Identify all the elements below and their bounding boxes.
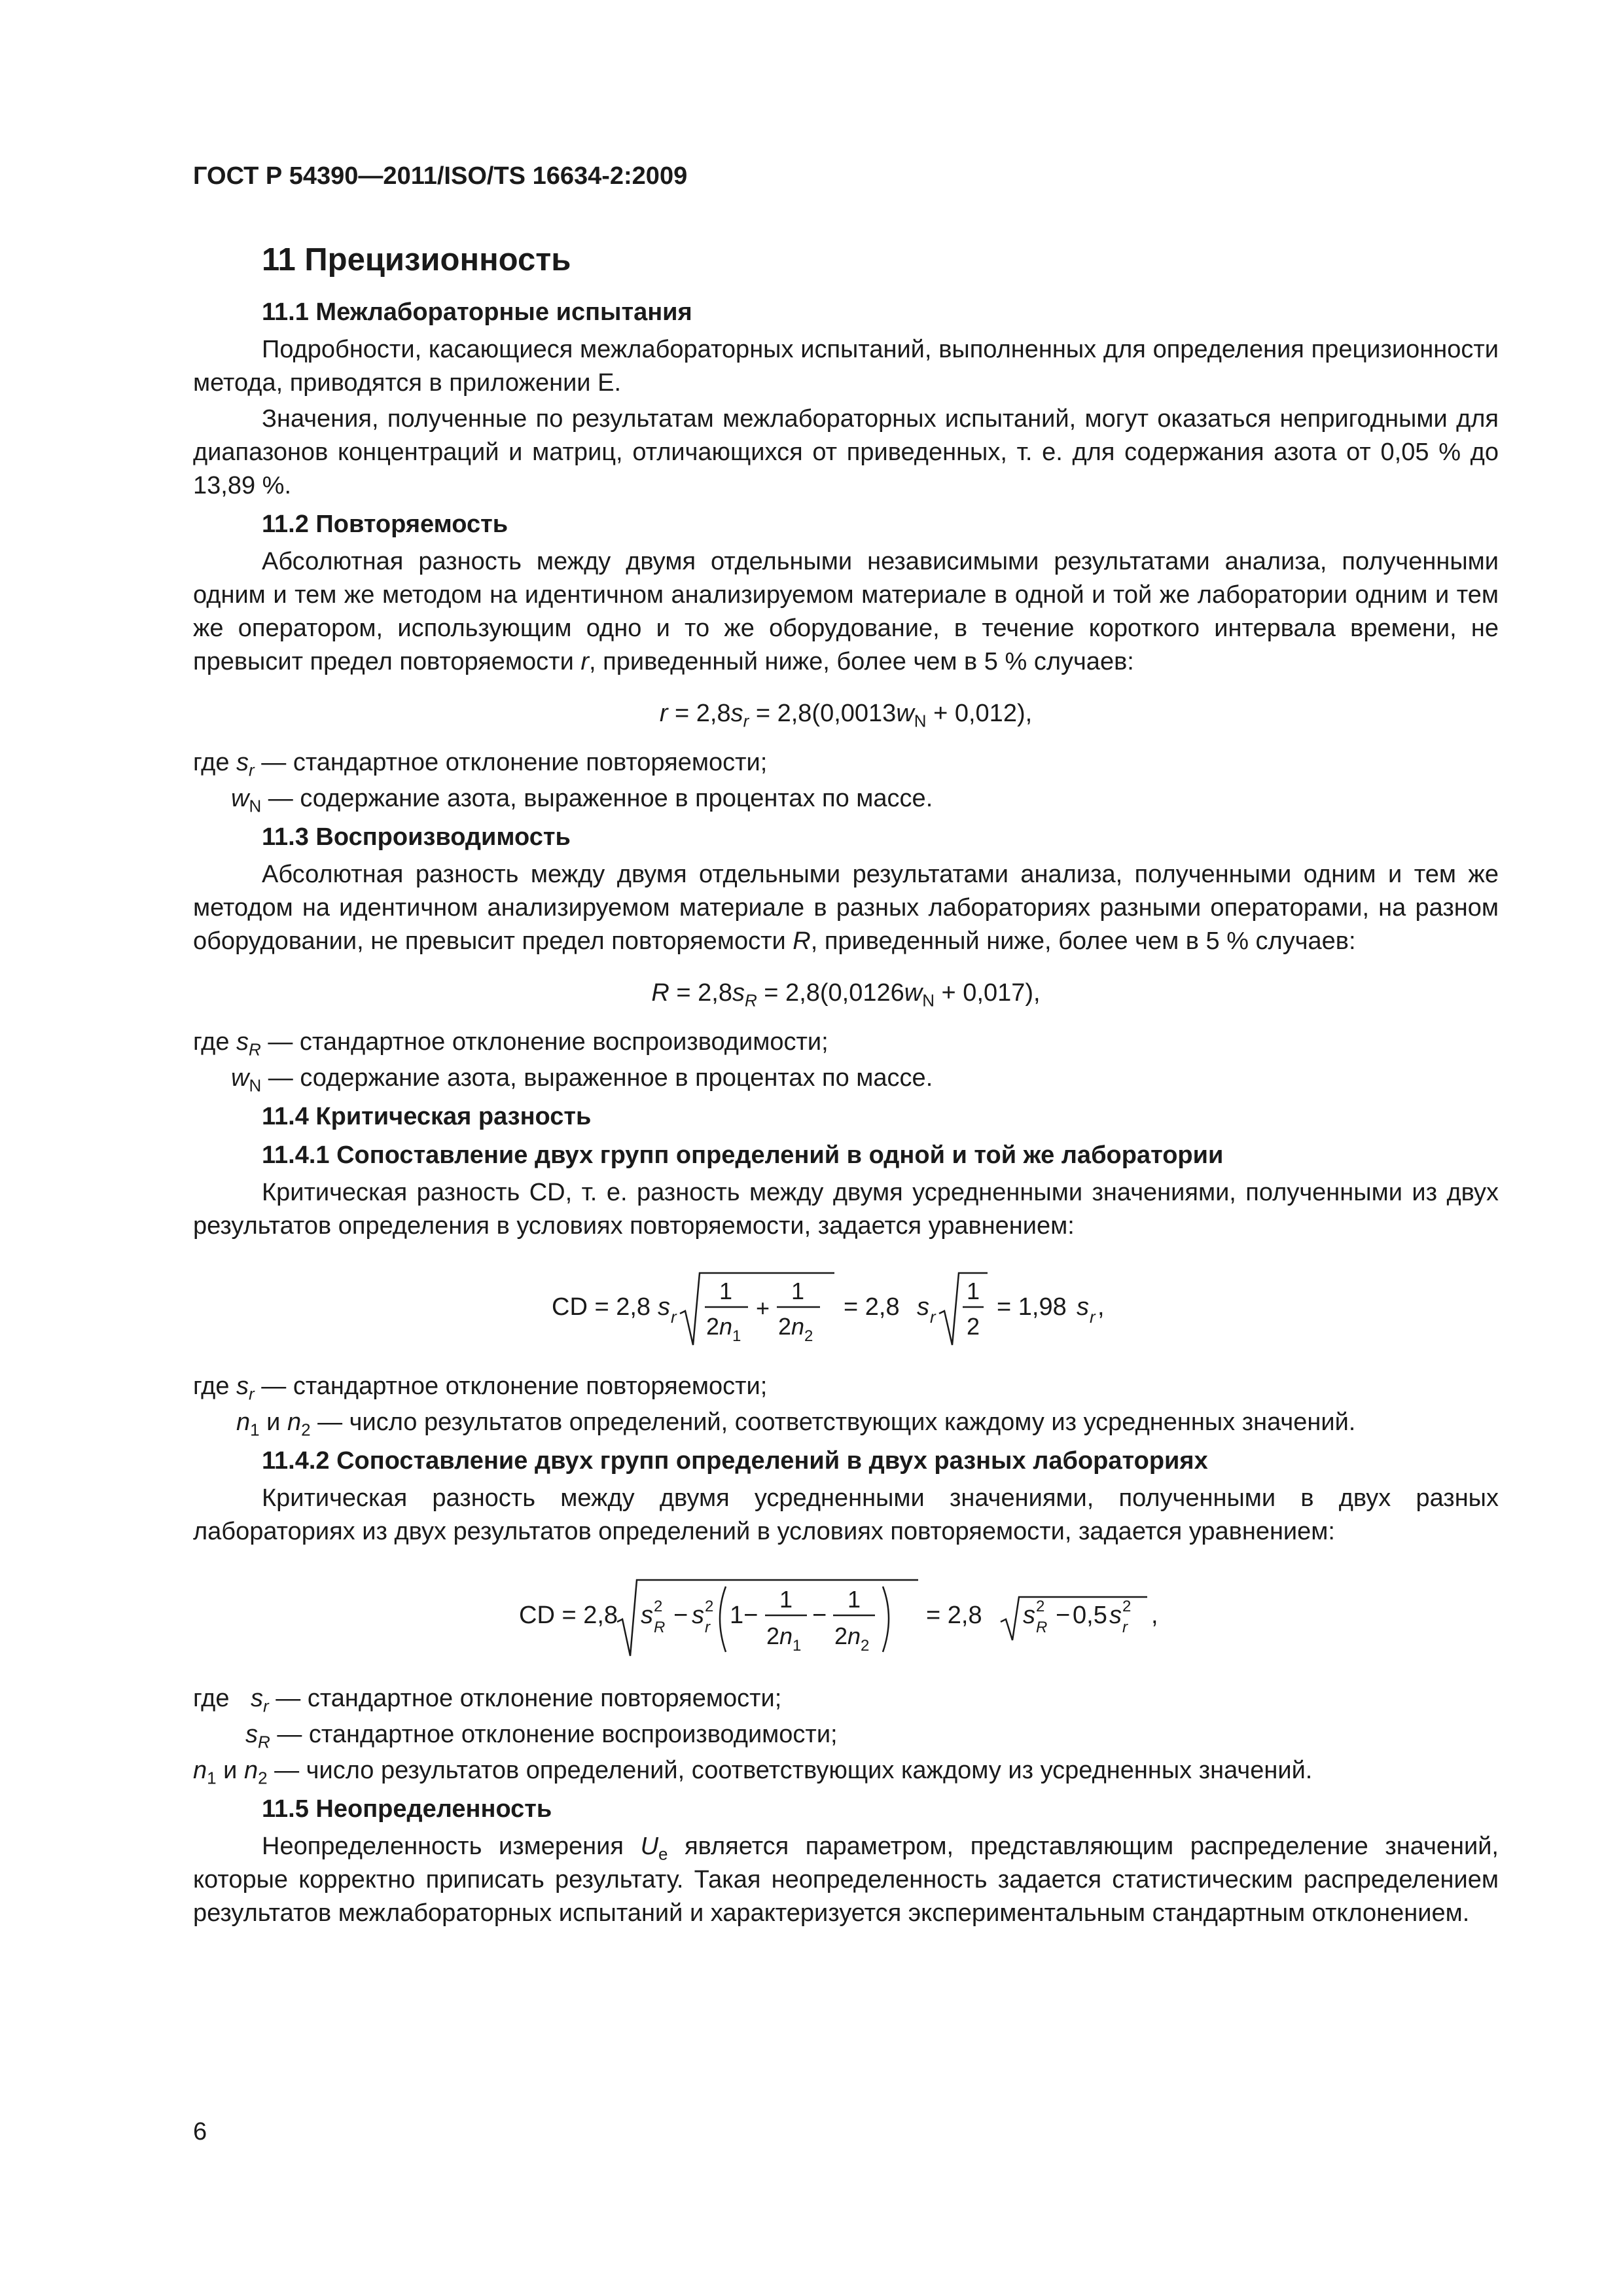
cd2-minus2: − — [812, 1602, 827, 1629]
text-run: Неопределенность измерения — [262, 1833, 641, 1860]
where-item — [193, 1026, 1499, 1059]
formula-symbol: n — [287, 1408, 302, 1436]
cd1-den-n: n — [719, 1313, 732, 1340]
formula-symbol: s — [245, 1721, 258, 1748]
where-item — [193, 1754, 1499, 1787]
formula-subscript: N — [249, 796, 262, 816]
cd2-den-subb: 2 — [860, 1637, 869, 1655]
text-run: где — [193, 1372, 237, 1400]
cd2-comma: , — [1150, 1602, 1158, 1629]
formula-symbol: n — [243, 1757, 259, 1784]
cd2-s3: s — [1022, 1602, 1035, 1629]
formula-subscript: r — [249, 760, 255, 780]
formula-critical-difference-2 — [193, 1571, 1499, 1662]
cd2-one-minus: 1− — [729, 1602, 758, 1629]
cd2-paren-right — [883, 1587, 889, 1652]
text-run: — стандартное отклонение воспроизводимости; — [270, 1721, 838, 1748]
formula-symbol: r — [659, 700, 668, 727]
cd2-sq3: 2 — [1035, 1598, 1044, 1615]
cd1-den-2b: 2 — [777, 1313, 791, 1340]
cd2-minus3: − — [1055, 1602, 1070, 1629]
text-run: — стандартное отклонение воспроизводимости; — [260, 1028, 829, 1056]
formula-symbol: s — [730, 700, 743, 727]
formula-symbol: s — [236, 1372, 249, 1400]
formula-symbol: n — [193, 1757, 207, 1784]
cd2-coef: 0,5 — [1072, 1602, 1107, 1629]
cd2-num-2: 1 — [847, 1586, 861, 1613]
formula-subscript: r — [263, 1696, 269, 1716]
formula-subscript: R — [744, 990, 757, 1011]
cd2-den-2a: 2 — [766, 1623, 779, 1649]
cd2-den-nb: n — [847, 1623, 861, 1649]
formula-symbol: w — [904, 979, 923, 1007]
cd2-R1: R — [653, 1619, 665, 1636]
text-run: — число результатов определений, соответствующих каждому из усредненных значений. — [310, 1408, 1356, 1436]
section-11-4-1-paragraph: Критическая разность CD, т. е. разность между двумя усредненными значениями, полученными из двух результатов определения в условиях повторяемости, задается уравнением: — [193, 1179, 1499, 1240]
section-11-1-title: 11.1 Межлабораторные испытания — [262, 298, 692, 326]
cd2-mid: = 2,8 — [925, 1602, 982, 1629]
cd2-r4: r — [1122, 1619, 1128, 1636]
formula-symbol: s — [732, 979, 745, 1007]
cd1-plus: + — [755, 1295, 770, 1321]
where-item — [193, 1718, 1499, 1751]
text-run: , приведенный ниже, более чем в 5 % случаев: — [589, 648, 1134, 675]
where-list-11-4-1 — [193, 1370, 1499, 1439]
formula-symbol: n — [236, 1408, 251, 1436]
text-run: и — [259, 1408, 287, 1436]
formula-subscript: 2 — [301, 1420, 311, 1440]
formula-subscript: 1 — [250, 1420, 260, 1440]
cd2-num-1: 1 — [779, 1586, 793, 1613]
cd1-lhs: CD = 2,8 — [551, 1293, 651, 1321]
cd2-s4: s — [1109, 1602, 1122, 1629]
cd1-s3: s — [1076, 1293, 1089, 1321]
cd2-r2: r — [704, 1619, 710, 1636]
document-header: ГОСТ Р 54390—2011/ISO/TS 16634-2:2009 — [193, 162, 688, 190]
formula-symbol: s — [251, 1685, 264, 1712]
text-run: — стандартное отклонение повторяемости; — [254, 749, 768, 776]
formula-subscript: 1 — [207, 1768, 217, 1788]
cd2-den-na: n — [779, 1623, 793, 1649]
section-11-2-title: 11.2 Повторяемость — [262, 511, 508, 538]
cd2-s2: s — [691, 1602, 704, 1629]
section-11-2-paragraph — [193, 545, 1499, 679]
cd1-num-1: 1 — [719, 1278, 732, 1304]
text-run: — содержание азота, выраженное в процентах по массе. — [261, 785, 933, 812]
formula-text: = 2,8(0,0126 — [757, 979, 904, 1007]
document-body — [193, 237, 1499, 1930]
formula-symbol: s — [236, 749, 249, 776]
section-11-3-paragraph — [193, 858, 1499, 958]
cd1-num-2: 1 — [791, 1278, 804, 1304]
cd1-r: r — [670, 1307, 677, 1327]
formula-text: = 2,8 — [669, 979, 732, 1007]
section-11-5-paragraph — [193, 1830, 1499, 1930]
formula-symbol: w — [231, 785, 249, 812]
formula-subscript: N — [914, 711, 927, 731]
formula-symbol: s — [236, 1028, 249, 1056]
cd1-den-2: 2 — [705, 1313, 719, 1340]
cd1-half-den: 2 — [966, 1313, 980, 1340]
cd1-den-nb: n — [791, 1313, 804, 1340]
text-run: — стандартное отклонение повторяемости; — [268, 1685, 782, 1712]
text-run: где — [193, 1028, 237, 1056]
section-11-4-title: 11.4 Критическая разность — [262, 1103, 592, 1130]
text-run: — число результатов определений, соответствующих каждому из усредненных значений. — [267, 1757, 1313, 1784]
cd1-mid: = 2,8 — [843, 1293, 900, 1321]
formula-critical-difference-1 — [193, 1265, 1499, 1350]
formula-repeatability-limit — [193, 697, 1499, 730]
cd1-s: s — [657, 1293, 670, 1321]
formula-reproducibility-limit — [193, 977, 1499, 1010]
formula-text: + 0,017), — [935, 979, 1041, 1007]
formula-symbol: w — [231, 1064, 249, 1092]
cd1-r3: r — [1089, 1307, 1096, 1327]
text-run: — содержание азота, выраженное в процентах по массе. — [261, 1064, 933, 1092]
cd1-res: = 1,98 — [996, 1293, 1067, 1321]
text-run: , приведенный ниже, более чем в 5 % случаев: — [810, 927, 1356, 955]
text-run: где — [193, 1685, 237, 1712]
where-list-11-2 — [193, 746, 1499, 816]
section-11-5-title: 11.5 Неопределенность — [262, 1795, 552, 1823]
cd2-sq1: 2 — [653, 1598, 662, 1615]
formula-text: + 0,012), — [926, 700, 1033, 727]
text-run: является параметром, представляющим распределение значений, которые корректно приписать результату. Такая неопределенность задается статистическим распределением результатов межлабораторных испытаний и характеризуется экспериментальным стандартным отклонением. — [193, 1833, 1499, 1927]
section-11-4-2-title: 11.4.2 Сопоставление двух групп определений в двух разных лабораториях — [262, 1447, 1208, 1475]
formula-symbol: R — [651, 979, 669, 1007]
formula-subscript: 2 — [258, 1768, 268, 1788]
cd1-radical-2 — [939, 1273, 988, 1345]
where-list-11-4-2 — [193, 1682, 1499, 1787]
where-item — [193, 1682, 1499, 1715]
variable-R: R — [793, 927, 811, 955]
variable-r: r — [580, 648, 590, 675]
formula-subscript: N — [249, 1075, 262, 1096]
section-11-title: 11 Прецизионность — [262, 242, 571, 278]
formula-subscript: N — [922, 990, 935, 1011]
formula-cd2-graphic — [519, 1571, 1173, 1662]
section-11-3-title: 11.3 Воспроизводимость — [262, 823, 571, 851]
formula-cd1-graphic — [552, 1265, 1141, 1350]
cd2-lhs: CD = 2,8 — [518, 1602, 618, 1629]
page-number: 6 — [193, 2118, 207, 2145]
cd2-minus1: − — [673, 1602, 688, 1629]
cd1-s2: s — [916, 1293, 929, 1321]
formula-subscript: e — [658, 1844, 668, 1864]
cd1-den-subb: 2 — [804, 1327, 813, 1345]
formula-text: = 2,8(0,0013 — [749, 700, 897, 727]
cd2-den-suba: 1 — [792, 1637, 801, 1655]
cd1-den-sub: 1 — [732, 1327, 741, 1345]
cd2-R3: R — [1035, 1619, 1047, 1636]
formula-symbol: U — [640, 1833, 659, 1860]
section-11-4-2-paragraph: Критическая разность между двумя усредненными значениями, полученными в двух разных лабораториях из двух результатов определений в условиях повторяемости, задается уравнением: — [193, 1484, 1499, 1545]
text-run: Абсолютная разность между двумя отдельными независимыми результатами анализа, полученными одним и тем же методом на идентичном анализируемом материале в одной и той же лаборатории одним и тем же оператором, использующим одно и то же оборудование, в течение короткого интервала времени, не превысит предел повторяемости — [193, 548, 1499, 675]
cd1-half-num: 1 — [966, 1278, 980, 1304]
cd2-sq2: 2 — [704, 1598, 713, 1615]
where-item — [193, 1370, 1499, 1403]
cd2-s1: s — [640, 1602, 653, 1629]
cd1-comma: , — [1097, 1293, 1105, 1321]
section-11-1-paragraph-1: Подробности, касающиеся межлабораторных испытаний, выполненных для определения прецизионности метода, приводятся в приложении Е. — [193, 336, 1499, 397]
formula-text: = 2,8 — [668, 700, 731, 727]
formula-subscript: R — [249, 1039, 261, 1060]
section-11-4-1-title: 11.4.1 Сопоставление двух групп определений в одной и той же лаборатории — [262, 1141, 1224, 1169]
section-11-1-paragraph-2: Значения, полученные по результатам межлабораторных испытаний, могут оказаться непригодными для диапазонов концентраций и матриц, отличающихся от приведенных, т. е. для содержания азота от 0,05 % до 13,89 %. — [193, 405, 1499, 499]
text-run: где — [193, 749, 237, 776]
text-run: и — [216, 1757, 244, 1784]
where-item — [193, 1406, 1499, 1439]
formula-subscript: R — [258, 1732, 270, 1752]
text-run: Абсолютная разность между двумя отдельными результатами анализа, полученными одним и тем же методом на идентичном анализируемом материале в разных лабораториях разными операторами, на разном оборудовании, не превысит предел повторяемости — [193, 861, 1499, 955]
text-run: — стандартное отклонение повторяемости; — [254, 1372, 768, 1400]
cd1-r2: r — [929, 1307, 936, 1327]
where-item — [193, 746, 1499, 780]
cd2-sq4: 2 — [1122, 1598, 1131, 1615]
formula-subscript: r — [249, 1384, 255, 1404]
cd2-den-2b: 2 — [834, 1623, 847, 1649]
formula-symbol: w — [896, 700, 914, 727]
where-item — [193, 782, 1499, 816]
where-item — [193, 1062, 1499, 1095]
formula-subscript: r — [743, 711, 749, 731]
cd2-paren-left — [720, 1587, 726, 1652]
where-list-11-3 — [193, 1026, 1499, 1095]
